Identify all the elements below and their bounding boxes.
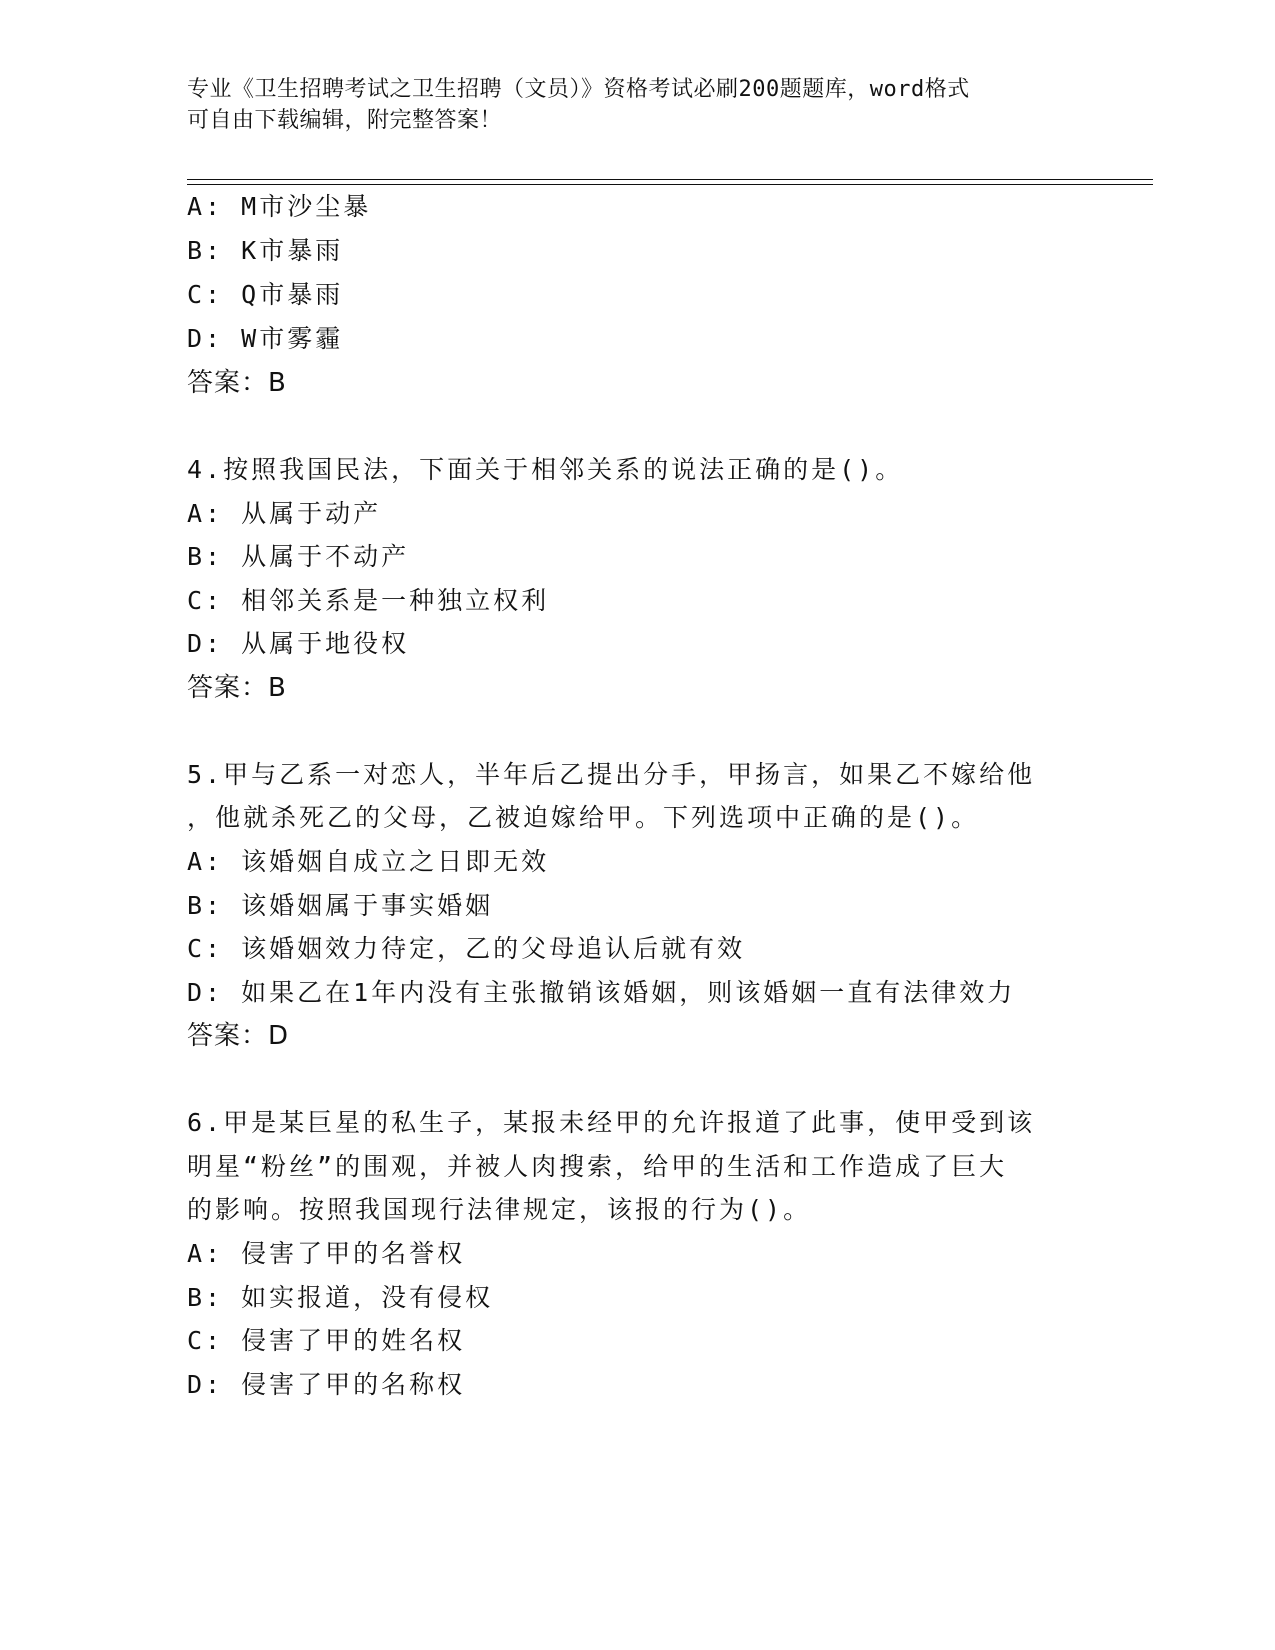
q6-option-d: D: 侵害了甲的名称权 [187, 1370, 466, 1399]
q6-option-c: C: 侵害了甲的姓名权 [187, 1326, 466, 1355]
header-divider-bottom [187, 184, 1153, 185]
q6-stem-line-3: 的影响。按照我国现行法律规定，该报的行为()。 [187, 1195, 812, 1224]
header-line-2: 可自由下载编辑，附完整答案！ [187, 108, 503, 133]
q4-option-d: D: 从属于地役权 [187, 629, 410, 658]
q5-option-c: C: 该婚姻效力待定，乙的父母追认后就有效 [187, 934, 746, 963]
q5-option-b: B: 该婚姻属于事实婚姻 [187, 891, 494, 920]
q4-option-a: A: 从属于动产 [187, 499, 382, 528]
q6-option-a: A: 侵害了甲的名誉权 [187, 1239, 466, 1268]
q6-stem-line-2: 明星“粉丝”的围观，并被人肉搜索，给甲的生活和工作造成了巨大 [187, 1152, 1008, 1181]
q4-option-b: B: 从属于不动产 [187, 542, 410, 571]
header-divider-top [187, 179, 1153, 180]
q5-stem-line-1: 5.甲与乙系一对恋人，半年后乙提出分手，甲扬言，如果乙不嫁给他 [187, 760, 1036, 789]
q5-option-d: D: 如果乙在1年内没有主张撤销该婚姻，则该婚姻一直有法律效力 [187, 978, 1016, 1007]
q3-option-c: C: Q市暴雨 [187, 280, 344, 309]
document-header [187, 74, 1087, 136]
q4-option-c: C: 相邻关系是一种独立权利 [187, 586, 550, 615]
q5-stem-line-2: ，他就杀死乙的父母，乙被迫嫁给甲。下列选项中正确的是()。 [187, 803, 980, 832]
q3-option-b: B: K市暴雨 [187, 236, 344, 265]
q3-answer: 答案：B [187, 368, 287, 398]
q5-option-a: A: 该婚姻自成立之日即无效 [187, 847, 550, 876]
q3-option-d: D: W市雾霾 [187, 324, 344, 353]
q6-stem-line-1: 6.甲是某巨星的私生子，某报未经甲的允许报道了此事，使甲受到该 [187, 1108, 1036, 1137]
q3-option-a: A: M市沙尘暴 [187, 192, 372, 221]
q6-option-b: B: 如实报道，没有侵权 [187, 1283, 494, 1312]
q5-answer: 答案：D [187, 1021, 290, 1051]
q4-answer: 答案：B [187, 673, 287, 703]
header-line-1: 专业《卫生招聘考试之卫生招聘（文员）》资格考试必刷200题题库，word格式 [187, 77, 970, 102]
q4-stem-line-1: 4.按照我国民法，下面关于相邻关系的说法正确的是()。 [187, 455, 904, 484]
